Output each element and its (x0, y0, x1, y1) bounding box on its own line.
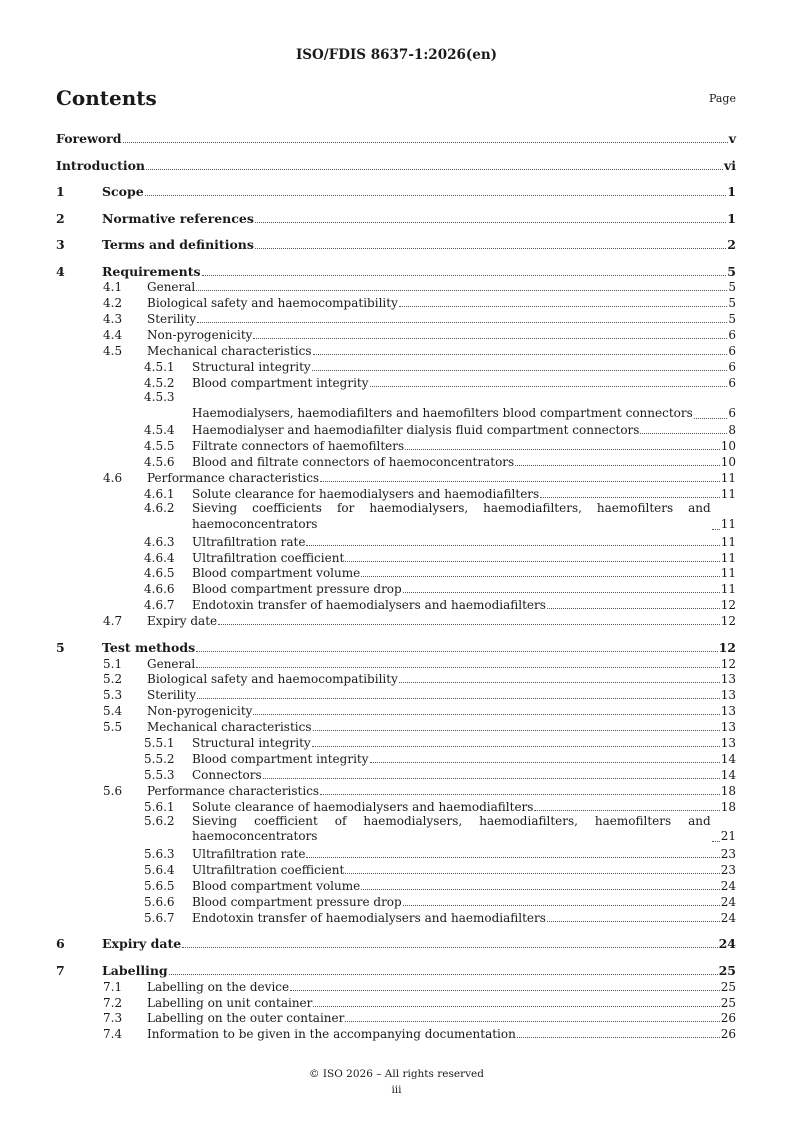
toc-entry[interactable] (56, 612, 736, 628)
toc-entry[interactable] (56, 934, 736, 951)
toc-entry-title: Sterility (147, 688, 196, 703)
page-footer (0, 1066, 793, 1098)
toc-entry-title: Blood compartment pressure drop (192, 894, 402, 909)
toc-entry[interactable] (56, 671, 736, 687)
toc-entry[interactable] (56, 533, 736, 549)
toc-entry-page: 26 (720, 1011, 736, 1026)
dot-leader (263, 778, 720, 779)
dot-leader (370, 386, 728, 387)
dot-leader (197, 698, 720, 699)
dot-leader (169, 974, 718, 975)
toc-entry-title: Sieving coefficients for haemodialysers, haemodiafilters, haemofilters and haemoconcentrators (192, 500, 711, 531)
table-of-contents (56, 129, 736, 1041)
dot-leader (202, 275, 727, 276)
dot-leader (290, 990, 720, 991)
toc-entry-title: Expiry date (102, 936, 182, 952)
toc-entry-page: 1 (727, 210, 736, 226)
toc-entry[interactable] (56, 861, 736, 877)
dot-leader (517, 1037, 720, 1038)
toc-entry-number: 5.6.5 (144, 879, 175, 893)
toc-entry-title: Labelling (102, 962, 168, 978)
dot-leader (313, 1006, 719, 1007)
toc-entry-page: 10 (720, 455, 736, 470)
toc-entry-number: 4.6.1 (144, 486, 175, 501)
toc-entry[interactable] (56, 596, 736, 612)
toc-entry[interactable] (56, 782, 736, 798)
toc-entry-number: 4.6.4 (144, 550, 175, 565)
dot-leader (399, 682, 720, 683)
toc-entry[interactable] (56, 655, 736, 671)
toc-entry-title: Filtrate connectors of haemofilters (192, 439, 405, 454)
toc-entry[interactable] (56, 549, 736, 565)
toc-entry-number: 7 (56, 962, 65, 978)
toc-entry-number: 7.2 (103, 995, 123, 1010)
toc-entry[interactable] (56, 893, 736, 909)
toc-entry-title: Structural integrity (192, 735, 311, 750)
title-row (56, 86, 736, 112)
toc-entry-body (56, 158, 736, 173)
toc-entry-page: 11 (720, 566, 736, 581)
page-column-label: Page (708, 92, 736, 105)
toc-entry-page: 5 (728, 280, 736, 295)
document-id: ISO/FDIS 8637-1:2026(en) (295, 47, 498, 63)
toc-entry[interactable] (56, 310, 736, 326)
toc-entry-title: Blood compartment integrity (192, 751, 369, 766)
toc-entry[interactable] (56, 750, 736, 766)
dot-leader (405, 449, 720, 450)
dot-leader (320, 481, 720, 482)
toc-entry-page: 10 (720, 439, 736, 454)
toc-entry-number: 5.6.2 (144, 813, 175, 828)
toc-entry-title: Endotoxin transfer of haemodialysers and haemodiafilters (192, 910, 546, 925)
toc-entry-title: Ultrafiltration rate (192, 534, 306, 549)
toc-entry-page: 23 (720, 863, 736, 878)
toc-entry-title: Solute clearance for haemodialysers and haemodiafilters (192, 486, 540, 501)
toc-entry-number: 2 (56, 210, 65, 226)
toc-entry[interactable] (56, 798, 736, 814)
toc-entry-body (56, 312, 736, 326)
toc-entry-number: 5.2 (103, 672, 123, 687)
toc-entry-number: 4.2 (103, 296, 123, 311)
toc-entry-body (56, 996, 736, 1010)
toc-entry-body (56, 184, 736, 199)
toc-entry-page: 13 (720, 688, 736, 703)
toc-entry-page: 26 (720, 1027, 736, 1042)
toc-entry-page: 12 (718, 639, 736, 655)
toc-entry-page: 24 (720, 879, 736, 893)
toc-entry-page: 24 (718, 936, 736, 952)
toc-entry[interactable] (56, 326, 736, 342)
toc-entry[interactable] (56, 485, 736, 501)
toc-entry-number: 5.6.7 (144, 910, 175, 925)
toc-entry-title: Requirements (102, 263, 201, 279)
toc-entry[interactable] (56, 209, 736, 226)
toc-entry-number: 5.5 (103, 720, 123, 735)
dot-leader (534, 810, 719, 811)
dot-leader (218, 624, 720, 625)
toc-entry-page: 13 (720, 704, 736, 719)
toc-entry-page: 13 (720, 720, 736, 735)
toc-entry-body (56, 688, 736, 702)
dot-leader (712, 529, 720, 530)
toc-entry-page: 13 (720, 735, 736, 750)
toc-entry-body (56, 264, 736, 279)
toc-entry-page: 18 (720, 783, 736, 798)
toc-entry-number: 4 (56, 263, 65, 279)
dot-leader (345, 561, 719, 562)
toc-entry-title: Mechanical characteristics (147, 720, 312, 735)
toc-entry-number: 5.5.2 (144, 751, 175, 766)
toc-entry[interactable] (56, 469, 736, 485)
toc-entry-title: Connectors (192, 767, 262, 782)
toc-entry-body (56, 296, 736, 310)
toc-entry-number: 4.6.2 (144, 500, 175, 515)
toc-entry-page: 6 (728, 375, 736, 390)
toc-entry[interactable] (56, 262, 736, 279)
toc-entry-number: 7.3 (103, 1011, 123, 1026)
toc-entry-number: 1 (56, 184, 65, 199)
dot-leader (196, 290, 727, 291)
toc-entry-number: 5.4 (103, 704, 123, 719)
toc-entry-body (56, 614, 736, 628)
toc-entry-body (56, 963, 736, 978)
toc-entry-page: 6 (728, 405, 736, 420)
toc-entry-page: 24 (720, 894, 736, 909)
toc-entry-page: 11 (720, 516, 736, 531)
toc-entry-number: 4.5.1 (144, 359, 175, 374)
toc-entry-body (56, 1027, 736, 1041)
toc-entry[interactable] (56, 638, 736, 655)
toc-entry-number: 3 (56, 237, 65, 252)
toc-entry-page: 6 (728, 328, 736, 343)
toc-entry-number: 4.5.3 (144, 389, 175, 404)
dot-leader (370, 762, 720, 763)
toc-entry[interactable] (56, 1010, 736, 1026)
toc-entry-number: 4.6.3 (144, 534, 175, 549)
toc-entry[interactable] (56, 279, 736, 295)
toc-entry-body (56, 980, 736, 994)
toc-entry-page: v (728, 131, 736, 146)
dot-leader (306, 857, 719, 858)
toc-entry-page: 12 (720, 598, 736, 613)
toc-entry-body (56, 280, 736, 294)
toc-entry-body (56, 640, 736, 655)
toc-entry-title: Sieving coefficient of haemodialysers, haemodiafilters, haemofilters and haemoconcentrators (192, 813, 711, 844)
dot-leader (312, 370, 728, 371)
toc-entry-number: 4.7 (103, 614, 123, 629)
toc-entry-number: 5.6.6 (144, 894, 175, 909)
toc-entry-body (56, 328, 736, 342)
toc-entry-title: General (147, 656, 196, 671)
dot-leader (196, 651, 717, 652)
dot-leader (313, 730, 720, 731)
toc-entry-page: 25 (718, 962, 736, 978)
dot-leader (320, 794, 720, 795)
dot-leader (253, 338, 727, 339)
dot-leader (403, 592, 720, 593)
toc-entry-title: Ultrafiltration coefficient (192, 550, 345, 565)
toc-entry-page: 25 (720, 979, 736, 994)
toc-entry-number: 6 (56, 936, 65, 952)
toc-entry-page: 11 (720, 550, 736, 565)
toc-entry[interactable] (56, 718, 736, 734)
dot-leader (253, 714, 719, 715)
toc-entry-page: 24 (720, 910, 736, 925)
toc-entry[interactable] (56, 182, 736, 199)
toc-entry-title: Scope (102, 184, 144, 199)
toc-entry-number: 5.5.3 (144, 767, 175, 782)
toc-entry-number: 4.5.4 (144, 423, 175, 438)
toc-entry-title: Labelling on unit container (147, 995, 313, 1010)
toc-entry-number: 5.6.3 (144, 847, 175, 862)
dot-leader (640, 433, 727, 434)
toc-entry-number: 4.5.2 (144, 375, 175, 390)
toc-entry-body (56, 657, 736, 671)
toc-entry-number: 4.5 (103, 343, 123, 358)
toc-entry-title: Haemodialyser and haemodiafilter dialysis fluid compartment connectors (192, 423, 640, 438)
toc-entry-page: 21 (720, 829, 736, 844)
toc-entry-page: 13 (720, 672, 736, 687)
toc-entry-number: 4.1 (103, 280, 123, 295)
toc-entry[interactable] (56, 909, 736, 925)
toc-entry-title: Sterility (147, 312, 196, 327)
toc-entry-body (56, 720, 736, 734)
toc-entry-number: 4.6.5 (144, 566, 175, 581)
toc-entry[interactable] (56, 845, 736, 861)
toc-entry-page: vi (723, 157, 736, 173)
toc-entry[interactable] (56, 235, 736, 252)
toc-entry-body (56, 784, 736, 798)
toc-entry-page: 6 (728, 343, 736, 358)
toc-entry-title: Blood compartment volume (192, 566, 361, 581)
dot-leader (540, 497, 720, 498)
toc-entry-page: 12 (720, 656, 736, 671)
dot-leader (312, 746, 720, 747)
toc-entry-body (56, 344, 736, 358)
toc-entry-page: 6 (728, 359, 736, 374)
toc-entry[interactable] (56, 342, 736, 358)
toc-entry[interactable] (56, 565, 736, 581)
toc-entry-title: Solute clearance of haemodialysers and haemodiafilters (192, 799, 534, 814)
dot-leader (182, 947, 717, 948)
toc-entry-number: 4.5.6 (144, 455, 175, 470)
toc-entry[interactable] (56, 129, 736, 146)
toc-entry-title: Ultrafiltration rate (192, 847, 306, 862)
toc-entry-number: 4.6.6 (144, 582, 175, 597)
toc-entry-title: Introduction (56, 157, 146, 173)
toc-entry-title: Blood compartment volume (192, 879, 361, 893)
toc-entry[interactable] (56, 994, 736, 1010)
toc-entry-body (56, 936, 736, 951)
toc-entry-title: Non-pyrogenicity (147, 328, 253, 343)
toc-entry-body (56, 406, 736, 422)
dot-leader (712, 841, 720, 842)
toc-entry-title: Performance characteristics (147, 471, 320, 486)
dot-leader (146, 169, 723, 170)
toc-entry-number: 5.5.1 (144, 735, 175, 750)
toc-entry[interactable] (56, 766, 736, 782)
toc-entry-title: Labelling on the outer container (147, 1011, 345, 1026)
toc-entry-page: 14 (720, 767, 736, 782)
toc-entry-number: 5 (56, 639, 65, 655)
dot-leader (547, 921, 720, 922)
toc-entry-page: 12 (720, 614, 736, 629)
toc-entry-page: 23 (720, 847, 736, 862)
dot-leader (197, 322, 727, 323)
toc-entry-number: 4.5.5 (144, 439, 175, 454)
toc-entry-body (56, 471, 736, 485)
toc-entry-number: 5.3 (103, 688, 123, 703)
toc-entry-title: Structural integrity (192, 359, 311, 374)
toc-entry-body (56, 211, 736, 226)
toc-entry[interactable] (56, 702, 736, 718)
toc-entry-page: 8 (728, 423, 736, 438)
toc-entry[interactable] (56, 453, 736, 469)
toc-entry[interactable] (56, 877, 736, 893)
toc-entry-number: 4.6 (103, 471, 123, 486)
copyright-notice: © ISO 2026 – All rights reserved (309, 1068, 484, 1080)
toc-entry-page: 5 (728, 296, 736, 311)
toc-entry-number: 5.6.1 (144, 799, 175, 814)
toc-entry[interactable] (56, 814, 736, 846)
toc-entry-title: Information to be given in the accompanying documentation (147, 1027, 516, 1042)
toc-entry[interactable] (56, 422, 736, 438)
toc-entry-title: Blood and filtrate connectors of haemoconcentrators (192, 455, 515, 470)
toc-entry-body (56, 704, 736, 718)
toc-entry-title: Test methods (102, 639, 196, 655)
toc-entry[interactable] (56, 390, 736, 422)
toc-entry[interactable] (56, 156, 736, 173)
toc-entry[interactable] (56, 686, 736, 702)
toc-entry[interactable] (56, 501, 736, 533)
dot-leader (306, 545, 719, 546)
toc-entry-number: 5.6 (103, 783, 123, 798)
toc-entry[interactable] (56, 1025, 736, 1041)
toc-entry[interactable] (56, 294, 736, 310)
toc-entry-title: Haemodialysers, haemodiafilters and haemofilters blood compartment connectors (192, 405, 693, 420)
dot-leader (361, 889, 720, 890)
toc-entry-page: 18 (720, 799, 736, 814)
toc-entry-page: 25 (720, 995, 736, 1010)
toc-entry-title: Biological safety and haemocompatibility (147, 672, 398, 687)
toc-entry-title: Mechanical characteristics (147, 343, 312, 358)
dot-leader (313, 354, 728, 355)
dot-leader (145, 195, 727, 196)
dot-leader (345, 1021, 719, 1022)
toc-entry-page: 11 (720, 534, 736, 549)
toc-entry-number: 7.4 (103, 1027, 123, 1042)
toc-entry-number: 7.1 (103, 979, 123, 994)
toc-entry-page: 1 (727, 184, 736, 199)
toc-entry-page: 11 (720, 471, 736, 486)
toc-entry-page: 11 (720, 582, 736, 597)
page-title: Contents (56, 86, 157, 110)
toc-entry[interactable] (56, 734, 736, 750)
toc-entry-title: Performance characteristics (147, 783, 320, 798)
dot-leader (403, 905, 720, 906)
toc-entry-body (56, 1011, 736, 1025)
toc-entry-page: 5 (728, 312, 736, 327)
toc-entry-title: Non-pyrogenicity (147, 704, 253, 719)
toc-entry-title: Expiry date (147, 614, 218, 629)
toc-entry-title: Labelling on the device (147, 979, 290, 994)
dot-leader (255, 248, 726, 249)
toc-entry-number: 4.4 (103, 328, 123, 343)
toc-entry-body (56, 131, 736, 146)
toc-entry-page: 5 (727, 263, 736, 279)
toc-entry-page: 2 (727, 237, 736, 252)
dot-leader (547, 608, 720, 609)
toc-entry[interactable] (56, 961, 736, 978)
dot-leader (123, 142, 728, 143)
dot-leader (399, 306, 728, 307)
toc-entry-number: 5.1 (103, 656, 123, 671)
dot-leader (196, 667, 719, 668)
toc-entry-title: Endotoxin transfer of haemodialysers and haemodiafilters (192, 598, 546, 613)
toc-entry-title: Biological safety and haemocompatibility (147, 296, 398, 311)
toc-entry-page: 14 (720, 751, 736, 766)
toc-entry-title: Blood compartment pressure drop (192, 582, 402, 597)
toc-entry-number: 4.6.7 (144, 598, 175, 613)
toc-entry[interactable] (56, 374, 736, 390)
toc-entry-page: 11 (720, 486, 736, 501)
toc-entry[interactable] (56, 580, 736, 596)
toc-entry-number: 4.3 (103, 312, 123, 327)
toc-entry[interactable] (56, 437, 736, 453)
toc-entry-title: Blood compartment integrity (192, 375, 369, 390)
dot-leader (345, 873, 719, 874)
dot-leader (694, 418, 728, 419)
toc-entry-title: Foreword (56, 131, 122, 146)
toc-entry-title: Terms and definitions (102, 237, 254, 252)
toc-entry-number: 5.6.4 (144, 863, 175, 878)
dot-leader (255, 222, 726, 223)
toc-entry[interactable] (56, 978, 736, 994)
dot-leader (361, 576, 720, 577)
toc-entry-title: Ultrafiltration coefficient (192, 863, 345, 878)
toc-entry-body (56, 237, 736, 252)
dot-leader (515, 465, 720, 466)
toc-entry-body (56, 672, 736, 686)
toc-entry-title: Normative references (102, 210, 254, 226)
toc-entry[interactable] (56, 358, 736, 374)
toc-entry-title: General (147, 280, 196, 295)
page-number: iii (391, 1084, 402, 1096)
